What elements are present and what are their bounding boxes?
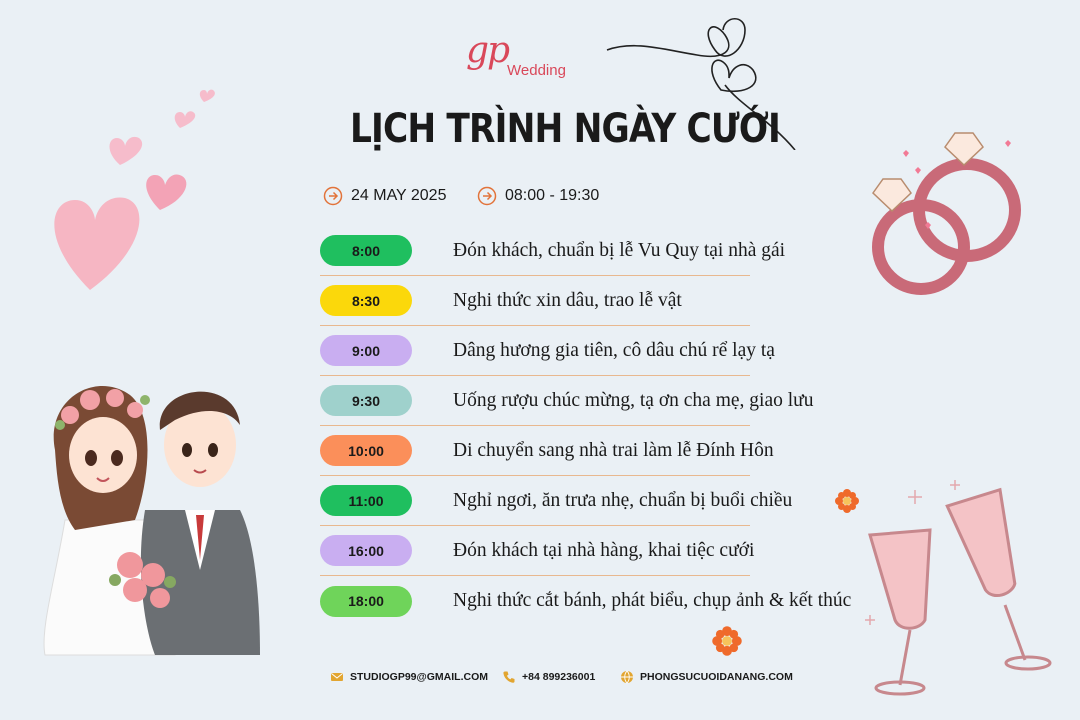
schedule-row <box>320 476 793 526</box>
champagne-glasses-illustration <box>860 480 1060 700</box>
phone-icon <box>502 670 516 684</box>
activity-text: Nghi thức cắt bánh, phát biểu, chụp ảnh & kết thúc <box>453 590 852 611</box>
logo-mark: gp <box>466 30 509 71</box>
activity-text: Dâng hương gia tiên, cô dâu chú rể lạy tạ <box>453 339 775 361</box>
schedule-list <box>320 226 852 626</box>
footer-email[interactable] <box>330 668 488 686</box>
schedule-row <box>320 276 750 326</box>
time-info <box>477 184 599 208</box>
event-time-range: 08:00 - 19:30 <box>505 187 600 204</box>
flower-icon <box>834 488 860 514</box>
arrow-circle-icon <box>477 186 497 206</box>
date-info <box>323 184 446 208</box>
wedding-rings-illustration <box>855 125 1035 310</box>
schedule-row <box>320 576 852 626</box>
footer-website[interactable] <box>620 668 793 686</box>
activity-text: Uống rượu chúc mừng, tạ ơn cha mẹ, giao lưu <box>453 389 814 411</box>
time-pill: 18:00 <box>320 586 412 617</box>
time-pill: 11:00 <box>320 485 412 516</box>
couple-illustration <box>35 370 270 660</box>
mail-icon <box>330 670 344 684</box>
activity-text: Nghi thức xin dâu, trao lễ vật <box>453 289 682 311</box>
globe-icon <box>620 670 634 684</box>
logo-wordmark: Wedding <box>507 62 566 79</box>
email-text: STUDIOGP99@GMAIL.COM <box>350 671 488 683</box>
schedule-row <box>320 376 814 426</box>
schedule-row <box>320 226 786 276</box>
page-title: LỊCH TRÌNH NGÀY CƯỚI <box>350 106 780 152</box>
time-pill: 16:00 <box>320 535 412 566</box>
phone-text: +84 899236001 <box>522 671 596 683</box>
flower-icon <box>711 625 743 657</box>
activity-text: Di chuyển sang nhà trai làm lễ Đính Hôn <box>453 439 774 461</box>
time-pill: 8:00 <box>320 235 412 266</box>
hearts-decoration <box>50 80 220 310</box>
website-text: PHONGSUCUOIDANANG.COM <box>640 671 793 683</box>
time-pill: 9:00 <box>320 335 412 366</box>
footer-phone[interactable] <box>502 668 595 686</box>
schedule-row <box>320 426 774 476</box>
schedule-row <box>320 526 755 576</box>
time-pill: 8:30 <box>320 285 412 316</box>
time-pill: 10:00 <box>320 435 412 466</box>
time-pill: 9:30 <box>320 385 412 416</box>
logo <box>462 30 592 86</box>
arrow-circle-icon <box>323 186 343 206</box>
event-date: 24 MAY 2025 <box>351 187 447 204</box>
activity-text: Nghỉ ngơi, ăn trưa nhẹ, chuẩn bị buổi chiều <box>453 489 793 511</box>
schedule-row <box>320 326 775 376</box>
activity-text: Đón khách tại nhà hàng, khai tiệc cưới <box>453 539 755 561</box>
activity-text: Đón khách, chuẩn bị lễ Vu Quy tại nhà gái <box>453 239 786 261</box>
